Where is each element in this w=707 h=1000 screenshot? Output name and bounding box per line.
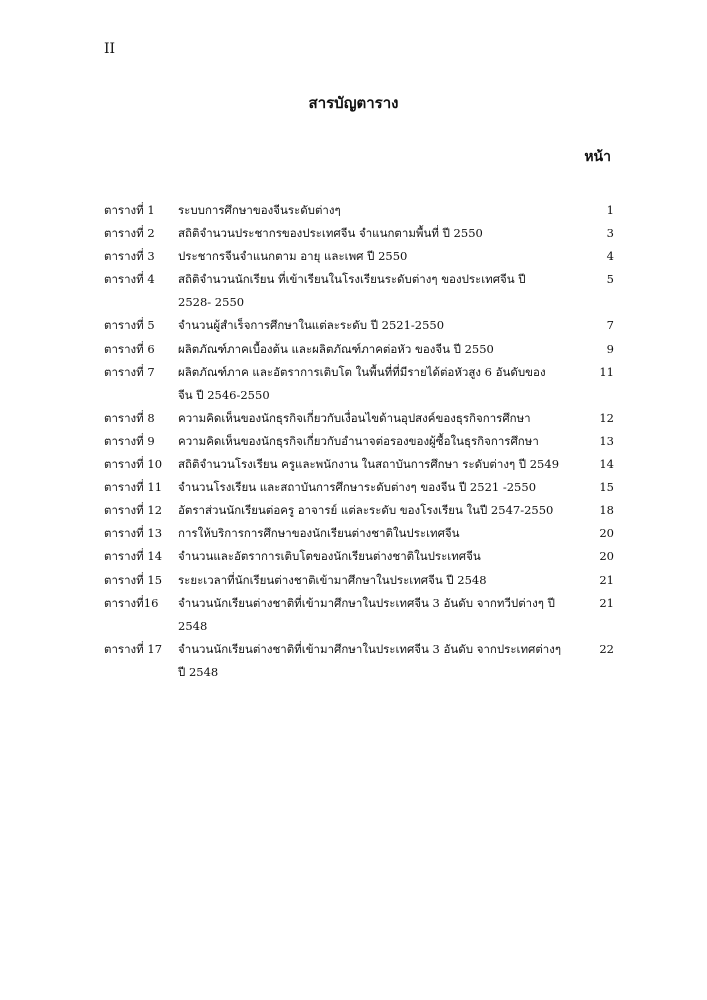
toc-entry-description: [178, 222, 584, 245]
toc-entry-label: ตารางที่ 9: [104, 433, 155, 448]
toc-entry-label: ตารางที่ 2: [104, 226, 155, 241]
toc-entry-description-line: จำนวนโรงเรียน และสถาบันการศึกษาระดับต่างๆ ของจีน ปี 2521 -2550: [178, 480, 537, 495]
toc-entry: [104, 407, 614, 430]
toc-entry-label: ตารางที่ 13: [104, 526, 163, 541]
toc-entry-description: [178, 522, 584, 545]
toc-entry-page: 4: [606, 249, 614, 264]
toc-entry-page: 1: [606, 203, 614, 217]
toc-entry: [104, 638, 614, 684]
toc-entry: [104, 545, 614, 568]
toc-entry-label: ตารางที่ 3: [104, 249, 155, 264]
toc-entry-description-line: อัตราส่วนนักเรียนต่อครู อาจารย์ แต่ละระดับ ของโรงเรียน ในปี 2547-2550: [178, 503, 554, 518]
toc-entry-description: [178, 268, 584, 314]
toc-entry-description: [178, 199, 584, 222]
toc-entry-description-line: จำนวนนักเรียนต่างชาติที่เข้ามาศึกษาในประเทศจีน 3 อันดับ จากประเทศต่างๆ: [178, 641, 562, 656]
toc-entry: [104, 222, 614, 245]
toc-entry-description-line: ระบบการศึกษาของจีนระดับต่างๆ: [178, 203, 341, 217]
toc-entry-label: ตารางที่ 11: [104, 480, 163, 495]
toc-entry-page: 20: [599, 549, 614, 564]
toc-entry: [104, 199, 614, 222]
toc-entry-description: [178, 430, 584, 453]
page-number: II: [104, 41, 116, 57]
toc-entry: [104, 338, 614, 361]
toc-entry-label: ตารางที่ 5: [104, 318, 155, 333]
toc-entry-page: 11: [599, 364, 614, 379]
toc-entry-description-line: ความคิดเห็นของนักธุรกิจเกี่ยวกับอำนาจต่อรองของผู้ซื้อในธุรกิจการศึกษา: [178, 433, 539, 448]
toc-entry-page: 22: [599, 641, 614, 656]
toc-entry-label: ตารางที่ 8: [104, 410, 155, 425]
toc-entry-description-line: 2528- 2550: [178, 295, 245, 310]
toc-entry-description: [178, 338, 584, 361]
toc-entry-description-line: ประชากรจีนจำแนกตาม อายุ และเพศ ปี 2550: [178, 249, 408, 264]
toc-entry-description-line: ผลิตภัณฑ์ภาค และอัตราการเติบโต ในพื้นที่ที่มีรายได้ต่อหัวสูง 6 อันดับของ: [178, 364, 546, 379]
toc-entry-description: [178, 545, 584, 568]
toc-entry-description: [178, 569, 584, 592]
toc-entry-label: ตารางที่ 1: [104, 203, 155, 217]
toc-entry-description-line: 2548: [178, 618, 208, 633]
toc-entry-description: [178, 407, 584, 430]
toc-entry: [104, 430, 614, 453]
toc-entry-page: 21: [599, 595, 614, 610]
toc-entry-page: 9: [606, 341, 614, 356]
toc-entry-description-line: ปี 2548: [178, 664, 219, 679]
toc-entry-page: 20: [599, 526, 614, 541]
toc-entry: [104, 245, 614, 268]
toc-entry: [104, 569, 614, 592]
toc-entry-description-line: จำนวนผู้สำเร็จการศึกษาในแต่ละระดับ ปี 2521-2550: [178, 318, 445, 333]
toc-entry-description-line: สถิติจำนวนโรงเรียน ครูและพนักงาน ในสถาบันการศึกษา ระดับต่างๆ ปี 2549: [178, 457, 560, 472]
toc-entry-page: 21: [599, 572, 614, 587]
toc-entry-page: 7: [606, 318, 614, 333]
toc-entry-label: ตารางที่ 10: [104, 457, 163, 472]
toc-entry-label: ตารางที่ 17: [104, 641, 163, 656]
toc-entry: [104, 453, 614, 476]
toc-entry-label: ตารางที่ 12: [104, 503, 163, 518]
toc-entry-description: [178, 453, 584, 476]
toc-entry-page: 13: [599, 433, 614, 448]
toc-entry: [104, 499, 614, 522]
toc-entry: [104, 361, 614, 407]
toc-entry-page: 18: [599, 503, 614, 518]
toc-entry-page: 14: [599, 457, 614, 472]
page-column-header: หน้า: [584, 149, 611, 165]
toc-entry: [104, 476, 614, 499]
toc-entry-page: 15: [599, 480, 614, 495]
toc-entry-description-line: สถิติจำนวนประชากรของประเทศจีน จำแนกตามพื้นที่ ปี 2550: [178, 226, 483, 241]
toc-entry-label: ตารางที่ 7: [104, 364, 155, 379]
toc-entry: [104, 314, 614, 337]
toc-entry: [104, 268, 614, 314]
toc-entry-page: 3: [606, 226, 614, 241]
toc-entry-description-line: ความคิดเห็นของนักธุรกิจเกี่ยวกับเงื่อนไขด้านอุปสงค์ของธุรกิจการศึกษา: [178, 410, 531, 425]
toc-entry-description-line: ระยะเวลาที่นักเรียนต่างชาติเข้ามาศึกษาในประเทศจีน ปี 2548: [178, 572, 487, 587]
toc-entry-description: [178, 314, 584, 337]
table-list: [104, 199, 614, 684]
toc-entry-description: [178, 476, 584, 499]
toc-entry-label: ตารางที่16: [104, 595, 159, 610]
toc-entry-description: [178, 592, 584, 638]
toc-entry-label: ตารางที่ 15: [104, 572, 163, 587]
toc-entry-description-line: ผลิตภัณฑ์ภาคเบื้องต้น และผลิตภัณฑ์ภาคต่อหัว ของจีน ปี 2550: [178, 341, 494, 356]
toc-entry-description-line: สถิติจำนวนนักเรียน ที่เข้าเรียนในโรงเรียนระดับต่างๆ ของประเทศจีน ปี: [178, 272, 526, 287]
toc-entry-page: 12: [599, 410, 614, 425]
toc-entry: [104, 592, 614, 638]
page-title: สารบัญตาราง: [308, 94, 399, 112]
toc-entry-description: [178, 361, 584, 407]
toc-entry-description: [178, 245, 584, 268]
toc-entry-page: 5: [606, 272, 614, 287]
toc-entry-description-line: จำนวนนักเรียนต่างชาติที่เข้ามาศึกษาในประเทศจีน 3 อันดับ จากทวีปต่างๆ ปี: [178, 595, 555, 610]
toc-entry-description-line: จำนวนและอัตราการเติบโตของนักเรียนต่างชาติในประเทศจีน: [178, 549, 481, 564]
toc-entry: [104, 522, 614, 545]
toc-entry-description: [178, 638, 584, 684]
toc-entry-description: [178, 499, 584, 522]
toc-entry-description-line: การให้บริการการศึกษาของนักเรียนต่างชาติในประเทศจีน: [178, 526, 460, 541]
toc-entry-label: ตารางที่ 6: [104, 341, 155, 356]
toc-entry-label: ตารางที่ 4: [104, 272, 155, 287]
toc-entry-label: ตารางที่ 14: [104, 549, 163, 564]
toc-entry-description-line: จีน ปี 2546-2550: [178, 387, 270, 402]
